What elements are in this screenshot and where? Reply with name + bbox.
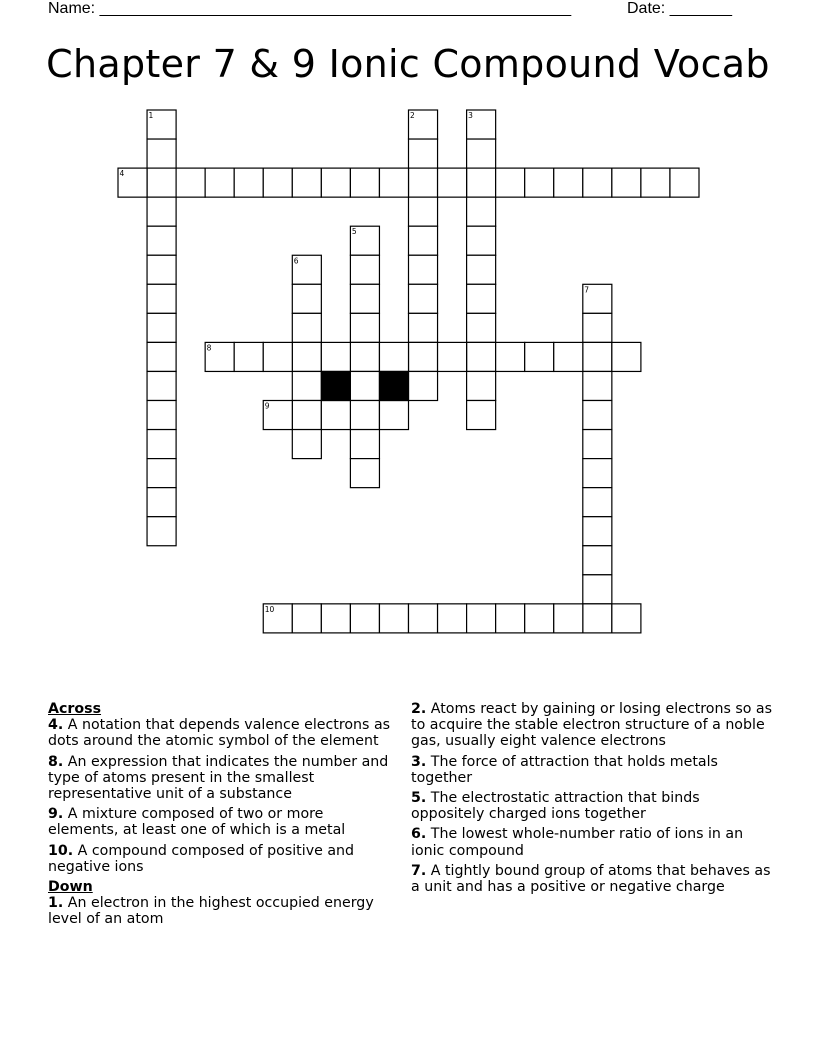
clue-down-7 [411,863,773,895]
grid-cell[interactable] [409,313,438,342]
clue-number-label: 7 [584,285,590,295]
grid-cell[interactable] [147,197,176,226]
down-heading: Down [48,879,93,896]
clue-number: 2. [411,701,427,717]
grid-cell[interactable] [641,168,670,197]
grid-cell[interactable] [292,342,321,371]
grid-cell[interactable] [583,168,612,197]
clue-number: 8. [48,753,64,770]
clue-text: Atoms react by gaining or losing electrons so as to acquire the stable electron structure of a noble gas, usually eight valence electrons [411,701,773,750]
grid-cell[interactable] [147,488,176,517]
grid-cell[interactable] [467,604,496,633]
grid-cell[interactable] [350,459,379,488]
clue-number-label: 8 [206,343,212,353]
grid-cell[interactable] [583,459,612,488]
grid-cell[interactable] [438,604,467,633]
grid-cell[interactable] [292,371,321,400]
clue-across-10 [48,843,393,875]
date-field: Date: _______ [627,0,732,17]
clue-down-2 [411,701,773,750]
clue-text: An expression that indicates the number and type of atoms present in the smallest representative unit of a substance [48,753,389,803]
grid-cell[interactable] [583,488,612,517]
grid-cell[interactable] [583,342,612,371]
clue-number-label: 10 [264,604,275,614]
grid-cell[interactable] [467,255,496,284]
grid-cell[interactable] [583,604,612,633]
grid-cell[interactable] [496,604,525,633]
grid-cell[interactable] [612,168,641,197]
clues-right-column [411,701,773,899]
grid-cell[interactable] [147,459,176,488]
grid-cell[interactable] [292,401,321,430]
across-heading: Across [48,701,102,717]
grid-cell[interactable] [350,430,379,459]
grid-cell[interactable] [205,168,234,197]
grid-cell[interactable] [234,168,263,197]
clue-text: A tightly bound group of atoms that behaves as a unit and has a positive or negative charge [411,862,771,896]
grid-cell[interactable] [496,342,525,371]
grid-cell[interactable] [409,604,438,633]
grid-cell[interactable] [292,284,321,313]
grid-cell[interactable] [409,226,438,255]
grid-cell[interactable] [467,197,496,226]
grid-cell[interactable] [467,139,496,168]
clue-number: 1. [48,895,64,912]
grid-cell[interactable] [583,575,612,604]
grid-cell[interactable] [147,401,176,430]
grid-cell[interactable] [350,401,379,430]
black-cell [379,371,408,400]
grid-cell[interactable] [147,430,176,459]
grid-cell[interactable] [147,313,176,342]
grid-cell[interactable] [467,371,496,400]
clue-across-4 [48,717,393,749]
clue-down-3 [411,754,773,786]
clue-number-label: 9 [264,401,270,411]
clue-across-9 [48,806,393,838]
grid-cell[interactable] [321,342,350,371]
grid-cell[interactable] [292,604,321,633]
grid-cell[interactable] [583,313,612,342]
grid-cell[interactable] [467,226,496,255]
grid-cell[interactable] [670,168,699,197]
grid-cell[interactable] [583,401,612,430]
name-field: Name: _____________________________________________________ [48,0,572,17]
grid-cell[interactable] [409,342,438,371]
grid-cell[interactable] [583,430,612,459]
clue-number: 10. [48,842,74,859]
clue-number-label: 1 [148,111,154,120]
grid-cell[interactable] [379,604,408,633]
clue-number: 3. [411,753,427,770]
grid-cell[interactable] [583,371,612,400]
clue-text: A mixture composed of two or more elements, at least one of which is a metal [48,806,346,839]
clue-number: 9. [48,806,64,823]
grid-cell[interactable] [350,371,379,400]
clue-down-1 [48,895,393,927]
grid-cell[interactable] [147,226,176,255]
clue-number: 6. [411,826,427,843]
grid-cell[interactable] [467,401,496,430]
grid-cell[interactable] [612,604,641,633]
grid-cell[interactable] [409,168,438,197]
grid-cell[interactable] [583,517,612,546]
grid-cell[interactable] [147,342,176,371]
grid-cell[interactable] [350,284,379,313]
grid-cell[interactable] [350,342,379,371]
grid-cell[interactable] [176,168,205,197]
grid-cell[interactable] [147,168,176,197]
grid-cell[interactable] [467,313,496,342]
page-title: Chapter 7 & 9 Ionic Compound Vocab [46,42,770,86]
grid-cell[interactable] [409,197,438,226]
grid-cell[interactable] [379,342,408,371]
clue-down-5 [411,790,773,822]
grid-cell[interactable] [438,342,467,371]
grid-cell[interactable] [234,342,263,371]
clue-number: 4. [48,717,64,734]
grid-cell[interactable] [525,604,554,633]
grid-cell[interactable] [292,313,321,342]
grid-cell[interactable] [583,546,612,575]
grid-cell[interactable] [467,342,496,371]
grid-cell[interactable] [467,284,496,313]
clues-left-column [48,701,393,932]
grid-cell[interactable] [147,371,176,400]
grid-cell[interactable] [554,342,583,371]
grid-cell[interactable] [612,342,641,371]
grid-cell[interactable] [147,139,176,168]
grid-cell[interactable] [554,604,583,633]
grid-cell[interactable] [409,284,438,313]
grid-cell[interactable] [467,168,496,197]
clue-number: 7. [411,862,427,879]
clue-text: A compound composed of positive and negative ions [48,842,355,875]
clue-text: A notation that depends valence electrons as dots around the atomic symbol of the element [48,717,391,750]
grid-cell[interactable] [350,168,379,197]
clue-down-6 [411,826,773,858]
grid-cell[interactable] [496,168,525,197]
grid-cell[interactable] [409,255,438,284]
grid-cell[interactable] [263,168,292,197]
grid-cell[interactable] [350,255,379,284]
grid-cell[interactable] [409,371,438,400]
grid-cell[interactable] [321,604,350,633]
clue-number-label: 3 [468,111,473,120]
grid-cell[interactable] [321,168,350,197]
clue-text: An electron in the highest occupied energy level of an atom [48,895,374,928]
grid-cell[interactable] [350,313,379,342]
clue-text: The lowest whole-number ratio of ions in an ionic compound [411,826,744,859]
clue-number-label: 6 [293,256,299,266]
grid-cell[interactable] [350,604,379,633]
grid-cell[interactable] [525,168,554,197]
grid-cell[interactable] [438,168,467,197]
clue-text: The force of attraction that holds metals together [411,753,718,786]
clue-number-label: 5 [351,227,357,237]
black-cell [321,371,350,400]
grid-cell[interactable] [292,168,321,197]
clue-number: 5. [411,790,427,807]
grid-cell[interactable] [525,342,554,371]
clue-number-label: 4 [119,169,125,179]
grid-cell[interactable] [263,342,292,371]
grid-cell[interactable] [147,255,176,284]
grid-cell[interactable] [554,168,583,197]
clue-text: The electrostatic attraction that binds oppositely charged ions together [411,790,700,823]
clue-across-8 [48,754,393,803]
grid-cell[interactable] [409,139,438,168]
grid-cell[interactable] [147,517,176,546]
grid-cell[interactable] [321,401,350,430]
clue-number-label: 2 [410,111,415,120]
grid-cell[interactable] [379,168,408,197]
grid-cell[interactable] [147,284,176,313]
grid-cell[interactable] [292,430,321,459]
grid-cell[interactable] [379,401,408,430]
